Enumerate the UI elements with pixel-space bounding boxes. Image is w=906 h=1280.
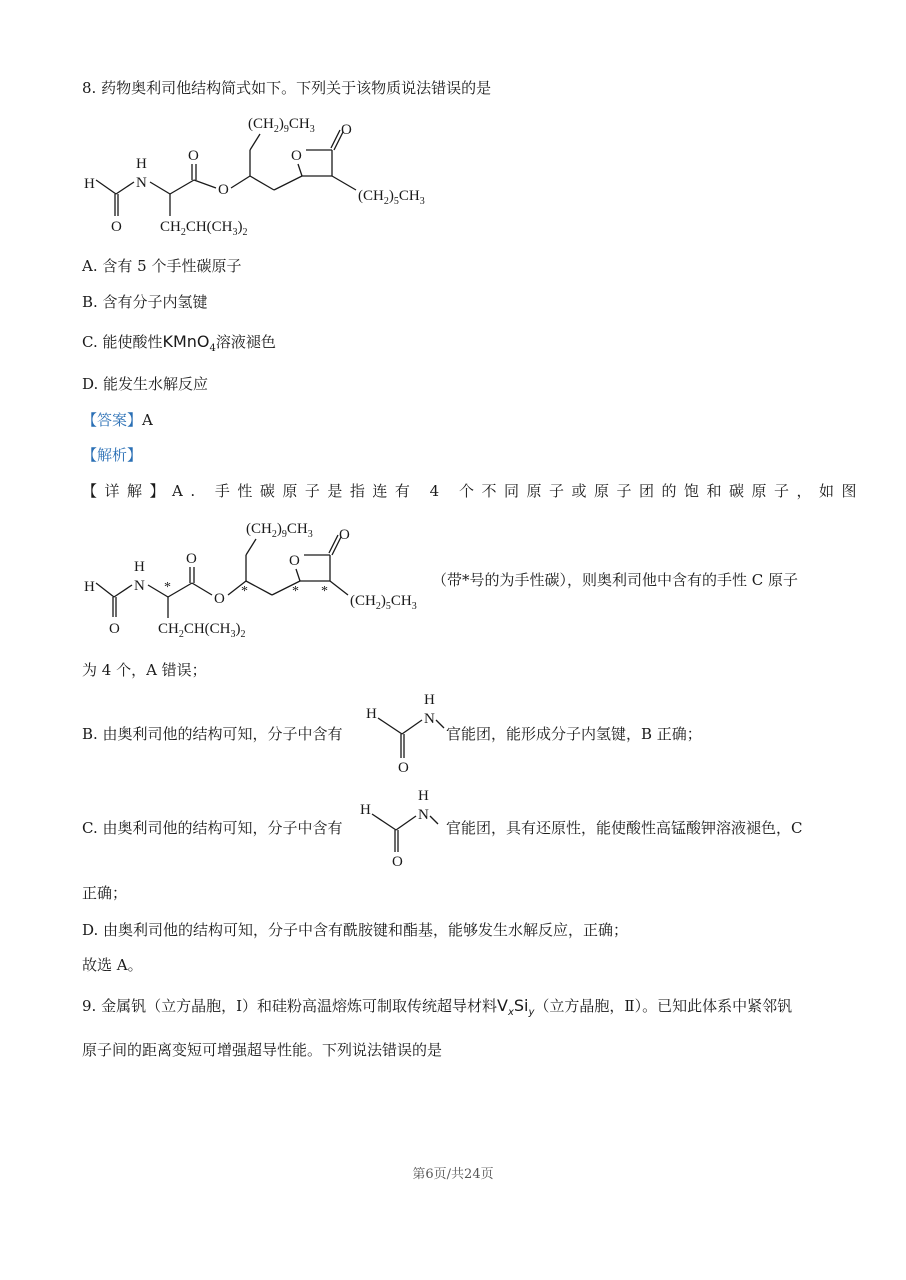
kmno4-subscript: 4 — [209, 343, 216, 354]
formamide-group-b — [362, 688, 442, 778]
q9-pre: 9. 金属钒（立方晶胞，Ⅰ）和硅粉高温熔炼可制取传统超导材料 — [82, 997, 498, 1015]
page-footer: 第6页/共24页 — [412, 1167, 494, 1182]
ester-dbl-o-label-2: O — [186, 551, 197, 567]
q9-line-2: 原子间的距离变短可增强超导性能。下列说法错误的是 — [82, 1041, 443, 1059]
analysis-c-post: 官能团，具有还原性，能使酸性高锰酸钾溶液褪色，C — [446, 819, 803, 837]
bond-lines — [96, 130, 356, 216]
answer-tag: 【答案】 — [82, 411, 143, 429]
ring-o-label: O — [291, 148, 302, 164]
amide-h-label-2: H — [134, 559, 145, 575]
group-b-h: H — [366, 706, 377, 722]
answer-line — [82, 410, 153, 430]
right-chain-label: $(CH_2)_5CH_3$ — [358, 188, 425, 207]
option-c-pre: C. 能使酸性 — [82, 333, 163, 351]
q8-option-c — [82, 332, 276, 359]
chiral-star-3: * — [292, 584, 299, 599]
ring-o-label-2: O — [289, 553, 300, 569]
q9-post: （立方晶胞，Ⅱ）。已知此体系中紧邻钒 — [534, 997, 793, 1015]
q8-option-b: B. 含有分子内氢键 — [82, 293, 208, 311]
formula-x: x — [507, 1007, 514, 1018]
orlistat-structure — [78, 108, 458, 243]
group-c-nh-h: H — [418, 788, 429, 804]
analysis-c-cont: 正确； — [82, 884, 128, 902]
top-chain-label: $(CH_2)_9CH_3$ — [248, 116, 315, 135]
formula-si: Si — [513, 996, 529, 1015]
kmno4-formula: KMnO — [162, 332, 210, 351]
ester-o-label-2: O — [214, 591, 225, 607]
analysis-tag: 【解析】 — [82, 446, 143, 464]
carbonyl-o-label-2: O — [339, 527, 350, 543]
formula-y: y — [528, 1007, 535, 1018]
group-c-h: H — [360, 802, 371, 818]
answer-value: A — [142, 411, 153, 429]
analysis-b-post: 官能团，能形成分子内氢键，B 正确； — [446, 725, 702, 743]
option-c-post: 溶液褪色 — [215, 333, 276, 351]
amide-n-label: N — [136, 175, 147, 191]
formamide-group-c — [356, 784, 436, 874]
chiral-star-4: * — [321, 584, 328, 599]
group-b-n: N — [424, 711, 435, 727]
group-c-n: N — [418, 807, 429, 823]
chiral-star-2: * — [241, 584, 248, 599]
top-chain-label-2: $(CH_2)_9CH_3$ — [246, 521, 313, 540]
formyl-h-label-2: H — [84, 579, 95, 595]
q8-option-d: D. 能发生水解反应 — [82, 375, 209, 393]
formyl-o-label: O — [111, 219, 122, 235]
analysis-c-pre: C. 由奥利司他的结构可知，分子中含有 — [82, 819, 343, 837]
detail-line-1: 【详解】A. 手性碳原子是指连有 4 个不同原子或原子团的饱和碳原子，如图 — [82, 482, 864, 500]
formyl-h-label: H — [84, 176, 95, 192]
q8-option-a: A. 含有 5 个手性碳原子 — [82, 257, 242, 275]
formyl-o-label-2: O — [109, 621, 120, 637]
amide-h-label: H — [136, 156, 147, 172]
ester-dbl-o-label: O — [188, 148, 199, 164]
detail-note: （带*号的为手性碳），则奥利司他中含有的手性 C 原子 — [432, 571, 799, 589]
q9-line-1 — [82, 996, 792, 1023]
side-chain-label-2: $CH_2CH(CH_3)_2$ — [158, 621, 246, 640]
q8-stem: 8. 药物奥利司他结构简式如下。下列关于该物质说法错误的是 — [82, 79, 492, 97]
group-c-o: O — [392, 854, 403, 870]
ester-o-label: O — [218, 182, 229, 198]
right-chain-label-2: $(CH_2)_5CH_3$ — [350, 593, 417, 612]
amide-n-label-2: N — [134, 578, 145, 594]
analysis-d: D. 由奥利司他的结构可知，分子中含有酰胺键和酯基，能够发生水解反应，正确； — [82, 921, 629, 939]
chiral-star-1: * — [164, 580, 171, 595]
group-b-nh-h: H — [424, 692, 435, 708]
side-chain-label: $CH_2CH(CH_3)_2$ — [160, 219, 248, 238]
orlistat-structure-chiral — [78, 515, 438, 645]
detail-line-3: 为 4 个，A 错误； — [82, 661, 207, 679]
analysis-b-pre: B. 由奥利司他的结构可知，分子中含有 — [82, 725, 343, 743]
group-b-o: O — [398, 760, 409, 776]
formula-v: V — [497, 996, 508, 1015]
choice-line: 故选 A。 — [82, 956, 143, 974]
carbonyl-o-label: O — [341, 122, 352, 138]
